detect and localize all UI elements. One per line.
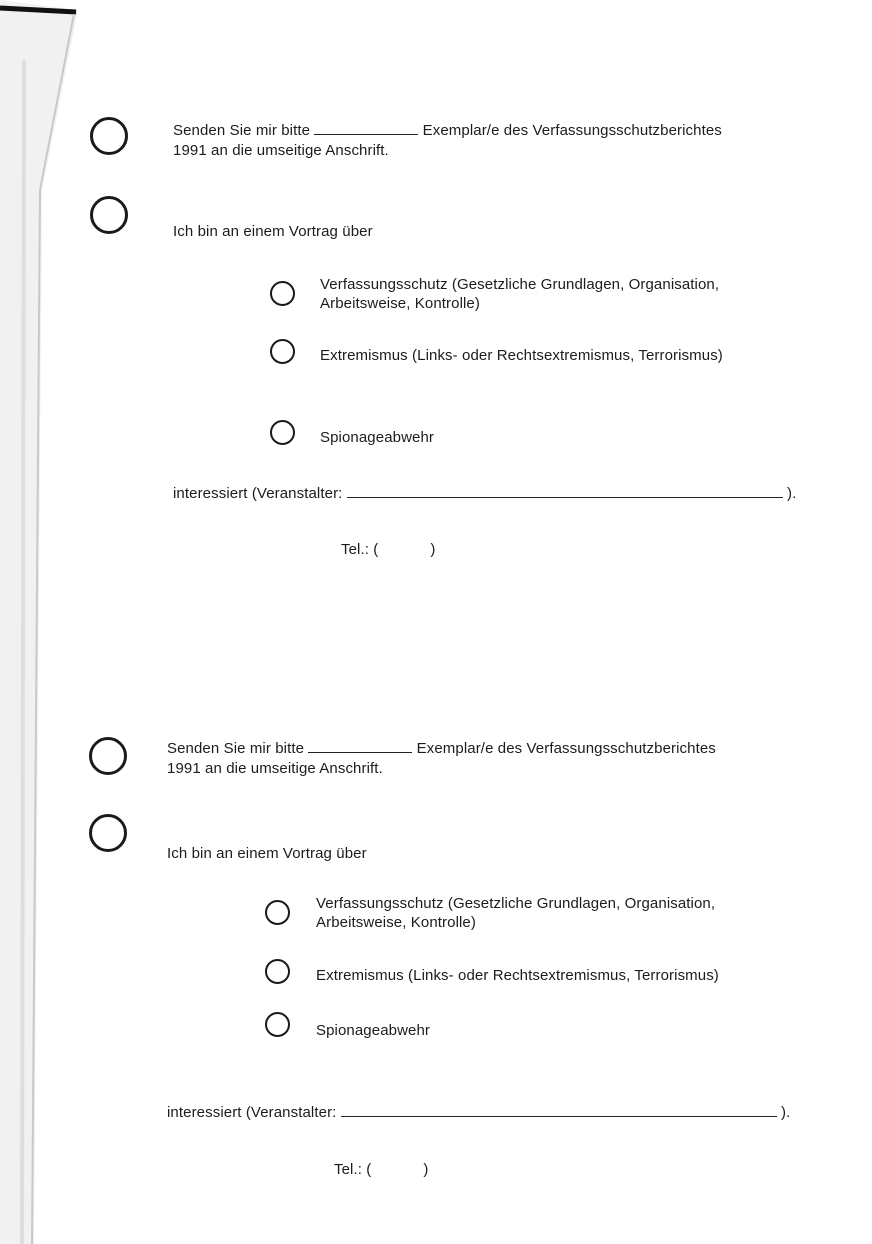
topic-checkbox-verfassungsschutz[interactable] <box>270 281 295 306</box>
topic-label-verfassungsschutz: Verfassungsschutz (Gesetzliche Grundlagen, Organisation, <box>316 895 716 912</box>
organizer-line <box>167 1103 790 1122</box>
topic-label-spionageabwehr: Spionageabwehr <box>316 1022 430 1039</box>
telephone-line <box>341 540 435 559</box>
telephone-label: Tel.: ( <box>334 1161 372 1178</box>
organizer-label: interessiert (Veranstalter: <box>167 1104 337 1121</box>
topic-checkbox-extremismus[interactable] <box>270 339 295 364</box>
request-prefix: Senden Sie mir bitte <box>173 122 311 139</box>
topic-checkbox-verfassungsschutz[interactable] <box>265 900 290 925</box>
organizer-close: ). <box>781 1104 791 1121</box>
telephone-label: Tel.: ( <box>341 541 379 558</box>
lecture-interest-checkbox[interactable] <box>89 814 127 852</box>
order-form-top <box>0 0 872 560</box>
request-report-line1 <box>167 739 716 758</box>
order-form-bottom <box>0 618 872 1178</box>
request-report-line2: 1991 an die umseitige Anschrift. <box>173 142 389 159</box>
organizer-close: ). <box>787 485 797 502</box>
telephone-close: ) <box>423 1161 429 1178</box>
topic-checkbox-extremismus[interactable] <box>265 959 290 984</box>
topic-label-verfassungsschutz-line2: Arbeitsweise, Kontrolle) <box>320 295 480 312</box>
quantity-field[interactable] <box>308 740 412 753</box>
request-report-line2: 1991 an die umseitige Anschrift. <box>167 760 383 777</box>
request-report-checkbox[interactable] <box>89 737 127 775</box>
lecture-interest-checkbox[interactable] <box>90 196 128 234</box>
organizer-field[interactable] <box>347 485 783 498</box>
organizer-line <box>173 484 796 503</box>
topic-label-verfassungsschutz-line2: Arbeitsweise, Kontrolle) <box>316 914 476 931</box>
telephone-line <box>334 1160 428 1179</box>
quantity-field[interactable] <box>314 122 418 135</box>
request-suffix: Exemplar/e des Verfassungsschutzberichtes <box>416 740 716 757</box>
request-report-line1 <box>173 121 722 140</box>
request-suffix: Exemplar/e des Verfassungsschutzberichtes <box>422 122 722 139</box>
request-report-checkbox[interactable] <box>90 117 128 155</box>
topic-label-spionageabwehr: Spionageabwehr <box>320 429 434 446</box>
organizer-label: interessiert (Veranstalter: <box>173 485 343 502</box>
topic-label-verfassungsschutz: Verfassungsschutz (Gesetzliche Grundlagen, Organisation, <box>320 276 720 293</box>
telephone-close: ) <box>430 541 436 558</box>
topic-label-extremismus: Extremismus (Links- oder Rechtsextremismus, Terrorismus) <box>320 347 723 364</box>
topic-label-extremismus: Extremismus (Links- oder Rechtsextremismus, Terrorismus) <box>316 967 719 984</box>
topic-checkbox-spionageabwehr[interactable] <box>270 420 295 445</box>
request-prefix: Senden Sie mir bitte <box>167 740 305 757</box>
topic-checkbox-spionageabwehr[interactable] <box>265 1012 290 1037</box>
organizer-field[interactable] <box>341 1104 777 1117</box>
lecture-intro: Ich bin an einem Vortrag über <box>167 845 367 862</box>
lecture-intro: Ich bin an einem Vortrag über <box>173 223 373 240</box>
